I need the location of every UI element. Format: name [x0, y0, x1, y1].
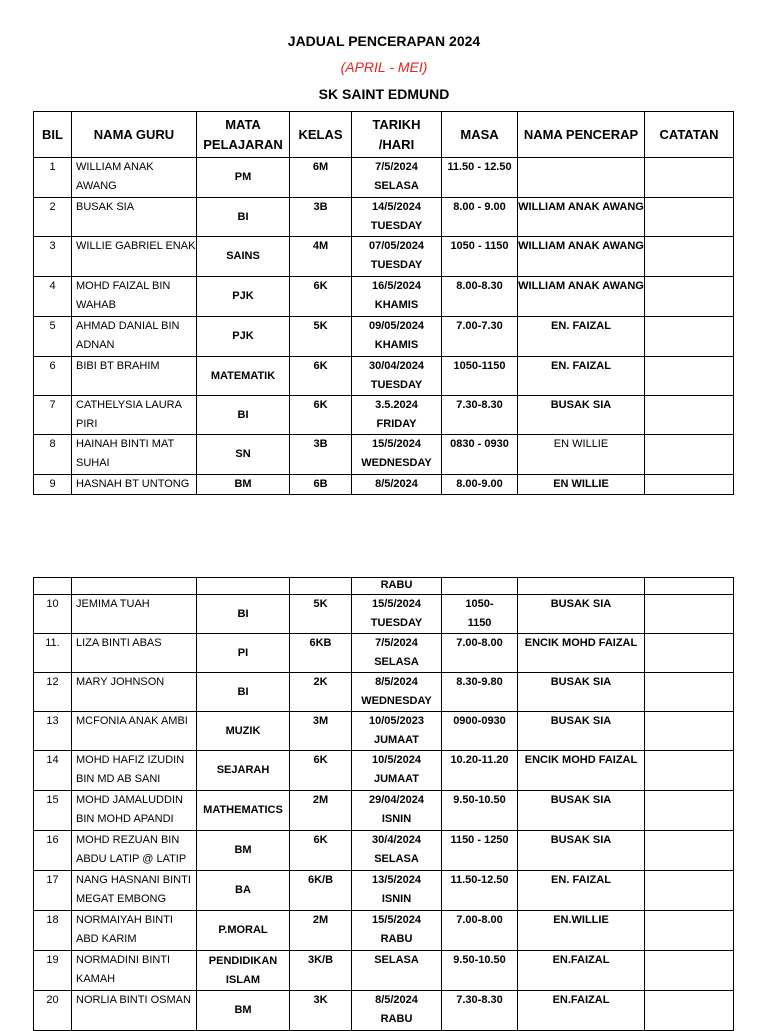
class-cell: 5K: [290, 317, 352, 357]
date-text: 16/5/2024: [372, 280, 421, 292]
day-text: SELASA: [374, 853, 419, 865]
bil-cell: 2: [34, 198, 72, 237]
continuation-hari: RABU: [352, 578, 442, 595]
class-cell: 4M: [290, 237, 352, 277]
day-text: ISNIN: [381, 893, 412, 905]
column-header: NAMA PENCERAP: [518, 112, 645, 158]
remarks-cell: [645, 751, 734, 791]
date-day-cell: [352, 317, 442, 357]
observer-cell: BUSAK SIA: [518, 791, 645, 831]
date-day-cell: [352, 991, 442, 1031]
observer-cell: EN.WILLIE: [518, 911, 645, 951]
observer-cell: EN. FAIZAL: [518, 317, 645, 357]
time-cell: 8.00-8.30: [442, 277, 518, 317]
bil-cell: 11.: [34, 634, 72, 673]
table-row: [34, 317, 734, 357]
date-text: 15/5/2024: [372, 598, 421, 610]
day-text: TUESDAY: [370, 220, 423, 232]
time-cell: 7.30-8.30: [442, 991, 518, 1031]
date-day-cell: [352, 475, 442, 495]
subject-cell: PJK: [197, 277, 290, 317]
teacher-name-cell: HAINAH BINTI MAT SUHAI: [72, 435, 197, 475]
teacher-name-cell: BIBI BT BRAHIM: [72, 357, 197, 396]
subject-cell: MUZIK: [197, 712, 290, 751]
date-text: 3.5.2024: [375, 399, 418, 411]
date-text: 29/04/2024: [368, 794, 425, 806]
day-text: RABU: [380, 933, 413, 945]
subject-cell: PENDIDIKAN ISLAM: [197, 951, 290, 991]
subject-cell: PI: [197, 634, 290, 673]
teacher-name-cell: MARY JOHNSON: [72, 673, 197, 712]
subject-cell: SAINS: [197, 237, 290, 277]
column-header: BIL: [34, 112, 72, 158]
class-cell: 6KB: [290, 634, 352, 673]
bil-cell: 6: [34, 357, 72, 396]
time-cell: 9.50-10.50: [442, 951, 518, 991]
class-cell: 6K: [290, 357, 352, 396]
bil-cell: 8: [34, 435, 72, 475]
table-row: [34, 911, 734, 951]
remarks-cell: [645, 791, 734, 831]
class-cell: 6K/B: [290, 871, 352, 911]
date-text: SELASA: [374, 954, 419, 966]
bil-cell: 15: [34, 791, 72, 831]
table-row: [34, 357, 734, 396]
teacher-name-cell: NANG HASNANI BINTI MEGAT EMBONG: [72, 871, 197, 911]
date-text: 8/5/2024: [375, 994, 418, 1006]
remarks-cell: [645, 991, 734, 1031]
date-day-cell: [352, 751, 442, 791]
date-text: 15/5/2024: [372, 438, 421, 450]
teacher-name-cell: NORMAIYAH BINTI ABD KARIM: [72, 911, 197, 951]
table-row: [34, 991, 734, 1031]
observer-cell: ENCIK MOHD FAIZAL: [518, 634, 645, 673]
time-cell: 1050 - 1150: [442, 237, 518, 277]
observer-cell: BUSAK SIA: [518, 673, 645, 712]
subject-cell: SN: [197, 435, 290, 475]
remarks-cell: [645, 277, 734, 317]
remarks-cell: [645, 317, 734, 357]
subject-cell: BI: [197, 673, 290, 712]
teacher-name-cell: WILLIAM ANAK AWANG: [72, 158, 197, 198]
school-name: SK SAINT EDMUND: [318, 86, 450, 102]
class-cell: 6K: [290, 277, 352, 317]
class-cell: 6K: [290, 396, 352, 435]
date-day-cell: [352, 634, 442, 673]
remarks-cell: [645, 396, 734, 435]
date-day-cell: [352, 396, 442, 435]
date-day-cell: [352, 158, 442, 198]
bil-cell: 19: [34, 951, 72, 991]
teacher-name-cell: NORLIA BINTI OSMAN: [72, 991, 197, 1031]
date-day-cell: [352, 198, 442, 237]
table-header-row: [34, 112, 734, 158]
day-text: FRIDAY: [376, 418, 417, 430]
time-cell: 8.00 - 9.00: [442, 198, 518, 237]
column-header: MASA: [442, 112, 518, 158]
remarks-cell: [645, 158, 734, 198]
observer-cell: BUSAK SIA: [518, 595, 645, 634]
subject-cell: BM: [197, 831, 290, 871]
time-cell: 1150 - 1250: [442, 831, 518, 871]
date-text: 10/5/2024: [372, 754, 421, 766]
bil-cell: 18: [34, 911, 72, 951]
subject-cell: MATHEMATICS: [197, 791, 290, 831]
teacher-name-cell: MCFONIA ANAK AMBI: [72, 712, 197, 751]
date-day-cell: [352, 791, 442, 831]
teacher-name-cell: BUSAK SIA: [72, 198, 197, 237]
teacher-name-cell: JEMIMA TUAH: [72, 595, 197, 634]
time-cell: 1050- 1150: [442, 595, 518, 634]
observer-cell: BUSAK SIA: [518, 396, 645, 435]
bil-cell: 5: [34, 317, 72, 357]
day-text: TUESDAY: [370, 379, 423, 391]
time-cell: 7.00-8.00: [442, 911, 518, 951]
class-cell: 3M: [290, 712, 352, 751]
bil-cell: 7: [34, 396, 72, 435]
document-subtitle: (APRIL - MEI): [340, 59, 428, 75]
remarks-cell: [645, 595, 734, 634]
remarks-cell: [645, 357, 734, 396]
class-cell: 3B: [290, 198, 352, 237]
table-row: [34, 673, 734, 712]
subject-cell: BI: [197, 396, 290, 435]
schedule-table-page2: [33, 577, 734, 1031]
bil-cell: 17: [34, 871, 72, 911]
teacher-name-cell: MOHD JAMALUDDIN BIN MOHD APANDI: [72, 791, 197, 831]
remarks-cell: [645, 951, 734, 991]
bil-cell: 14: [34, 751, 72, 791]
subject-cell: SEJARAH: [197, 751, 290, 791]
observer-cell: WILLIAM ANAK AWANG: [518, 237, 645, 277]
subject-cell: BM: [197, 991, 290, 1031]
time-cell: 7.00-7.30: [442, 317, 518, 357]
time-cell: 0830 - 0930: [442, 435, 518, 475]
subject-cell: BM: [197, 475, 290, 495]
date-day-cell: [352, 871, 442, 911]
observer-cell: EN.FAIZAL: [518, 951, 645, 991]
date-day-cell: [352, 951, 442, 991]
date-text: 07/05/2024: [368, 240, 425, 252]
observer-cell: BUSAK SIA: [518, 831, 645, 871]
table-row: [34, 712, 734, 751]
day-text: WEDNESDAY: [361, 695, 432, 707]
date-text: 13/5/2024: [372, 874, 421, 886]
date-day-cell: [352, 277, 442, 317]
bil-cell: 13: [34, 712, 72, 751]
teacher-name-cell: AHMAD DANIAL BIN ADNAN: [72, 317, 197, 357]
date-day-cell: [352, 237, 442, 277]
remarks-cell: [645, 435, 734, 475]
time-cell: 7.00-8.00: [442, 634, 518, 673]
teacher-name-cell: MOHD REZUAN BIN ABDU LATIP @ LATIP: [72, 831, 197, 871]
date-text: 7/5/2024: [375, 161, 418, 173]
subject-cell: PM: [197, 158, 290, 198]
remarks-cell: [645, 237, 734, 277]
teacher-name-cell: HASNAH BT UNTONG: [72, 475, 197, 495]
day-text: SELASA: [374, 180, 419, 192]
teacher-name-cell: NORMADINI BINTI KAMAH: [72, 951, 197, 991]
remarks-cell: [645, 712, 734, 751]
time-cell: 10.20-11.20: [442, 751, 518, 791]
class-cell: 6K: [290, 831, 352, 871]
class-cell: 2K: [290, 673, 352, 712]
column-header: NAMA GURU: [72, 112, 197, 158]
time-cell: 11.50-12.50: [442, 871, 518, 911]
date-text: 15/5/2024: [372, 914, 421, 926]
observer-cell: BUSAK SIA: [518, 712, 645, 751]
time-cell: 8.00-9.00: [442, 475, 518, 495]
date-day-cell: [352, 831, 442, 871]
bil-cell: 10: [34, 595, 72, 634]
day-text: RABU: [380, 1013, 413, 1025]
subject-cell: PJK: [197, 317, 290, 357]
day-text: JUMAAT: [373, 734, 419, 746]
date-text: 09/05/2024: [368, 320, 425, 332]
subject-cell: BI: [197, 595, 290, 634]
bil-cell: 1: [34, 158, 72, 198]
date-text: 7/5/2024: [375, 637, 418, 649]
day-text: TUESDAY: [370, 617, 423, 629]
teacher-name-cell: MOHD HAFIZ IZUDIN BIN MD AB SANI: [72, 751, 197, 791]
day-text: KHAMIS: [374, 299, 419, 311]
table-row: [34, 634, 734, 673]
subject-cell: BI: [197, 198, 290, 237]
class-cell: 6B: [290, 475, 352, 495]
class-cell: 2M: [290, 911, 352, 951]
date-text: 8/5/2024: [375, 676, 418, 688]
column-header: CATATAN: [645, 112, 734, 158]
observer-cell: EN.FAIZAL: [518, 991, 645, 1031]
date-text: 14/5/2024: [372, 201, 421, 213]
day-text: TUESDAY: [370, 259, 423, 271]
teacher-name-cell: WILLIE GABRIEL ENAK: [72, 237, 197, 277]
bil-cell: 9: [34, 475, 72, 495]
bil-cell: 20: [34, 991, 72, 1031]
bil-cell: 4: [34, 277, 72, 317]
day-text: KHAMIS: [374, 339, 419, 351]
subject-cell: BA: [197, 871, 290, 911]
date-day-cell: [352, 712, 442, 751]
teacher-name-cell: MOHD FAIZAL BIN WAHAB: [72, 277, 197, 317]
remarks-cell: [645, 634, 734, 673]
class-cell: 3K/B: [290, 951, 352, 991]
table-row: [34, 237, 734, 277]
time-cell: 0900-0930: [442, 712, 518, 751]
observer-cell: WILLIAM ANAK AWANG: [518, 198, 645, 237]
remarks-cell: [645, 831, 734, 871]
table-row: [34, 396, 734, 435]
bil-cell: 16: [34, 831, 72, 871]
date-text: 10/05/2023: [368, 715, 425, 727]
date-day-cell: [352, 435, 442, 475]
class-cell: 6K: [290, 751, 352, 791]
day-text: WEDNESDAY: [361, 457, 432, 469]
column-header: KELAS: [290, 112, 352, 158]
table-row: [34, 871, 734, 911]
class-cell: 5K: [290, 595, 352, 634]
table-row: [34, 277, 734, 317]
class-cell: 6M: [290, 158, 352, 198]
observer-cell: ENCIK MOHD FAIZAL: [518, 751, 645, 791]
table-row: [34, 198, 734, 237]
observer-cell: EN. FAIZAL: [518, 357, 645, 396]
time-cell: 11.50 - 12.50: [442, 158, 518, 198]
column-header: MATA PELAJARAN: [197, 112, 290, 158]
class-cell: 3K: [290, 991, 352, 1031]
subject-cell: P.MORAL: [197, 911, 290, 951]
day-text: SELASA: [374, 656, 419, 668]
date-day-cell: [352, 595, 442, 634]
teacher-name-cell: LIZA BINTI ABAS: [72, 634, 197, 673]
date-day-cell: [352, 357, 442, 396]
subject-cell: MATEMATIK: [197, 357, 290, 396]
continuation-row: [34, 578, 734, 595]
class-cell: 2M: [290, 791, 352, 831]
time-cell: 1050-1150: [442, 357, 518, 396]
date-day-cell: [352, 911, 442, 951]
remarks-cell: [645, 911, 734, 951]
table-row: [34, 951, 734, 991]
time-cell: 8.30-9.80: [442, 673, 518, 712]
schedule-table-page1: [33, 111, 734, 495]
date-day-cell: [352, 673, 442, 712]
table-row: [34, 475, 734, 495]
observer-cell: EN. FAIZAL: [518, 871, 645, 911]
table-row: [34, 751, 734, 791]
teacher-name-cell: CATHELYSIA LAURA PIRI: [72, 396, 197, 435]
date-text: 30/4/2024: [372, 834, 421, 846]
remarks-cell: [645, 673, 734, 712]
bil-cell: 3: [34, 237, 72, 277]
class-cell: 3B: [290, 435, 352, 475]
table-row: [34, 791, 734, 831]
day-text: JUMAAT: [373, 773, 419, 785]
table-row: [34, 595, 734, 634]
bil-cell: 12: [34, 673, 72, 712]
observer-cell: WILLIAM ANAK AWANG: [518, 277, 645, 317]
remarks-cell: [645, 871, 734, 911]
document-title: JADUAL PENCERAPAN 2024: [287, 33, 481, 49]
time-cell: 7.30-8.30: [442, 396, 518, 435]
observer-cell: EN WILLIE: [518, 475, 645, 495]
observer-cell: EN WILLIE: [518, 435, 645, 475]
day-text: ISNIN: [381, 813, 412, 825]
table-row: [34, 435, 734, 475]
table-row: [34, 158, 734, 198]
observer-cell: [518, 158, 645, 198]
time-cell: 9.50-10.50: [442, 791, 518, 831]
table-row: [34, 831, 734, 871]
date-text: 8/5/2024: [375, 478, 418, 490]
date-text: 30/04/2024: [368, 360, 425, 372]
column-header: TARIKH /HARI: [352, 112, 442, 158]
remarks-cell: [645, 475, 734, 495]
remarks-cell: [645, 198, 734, 237]
